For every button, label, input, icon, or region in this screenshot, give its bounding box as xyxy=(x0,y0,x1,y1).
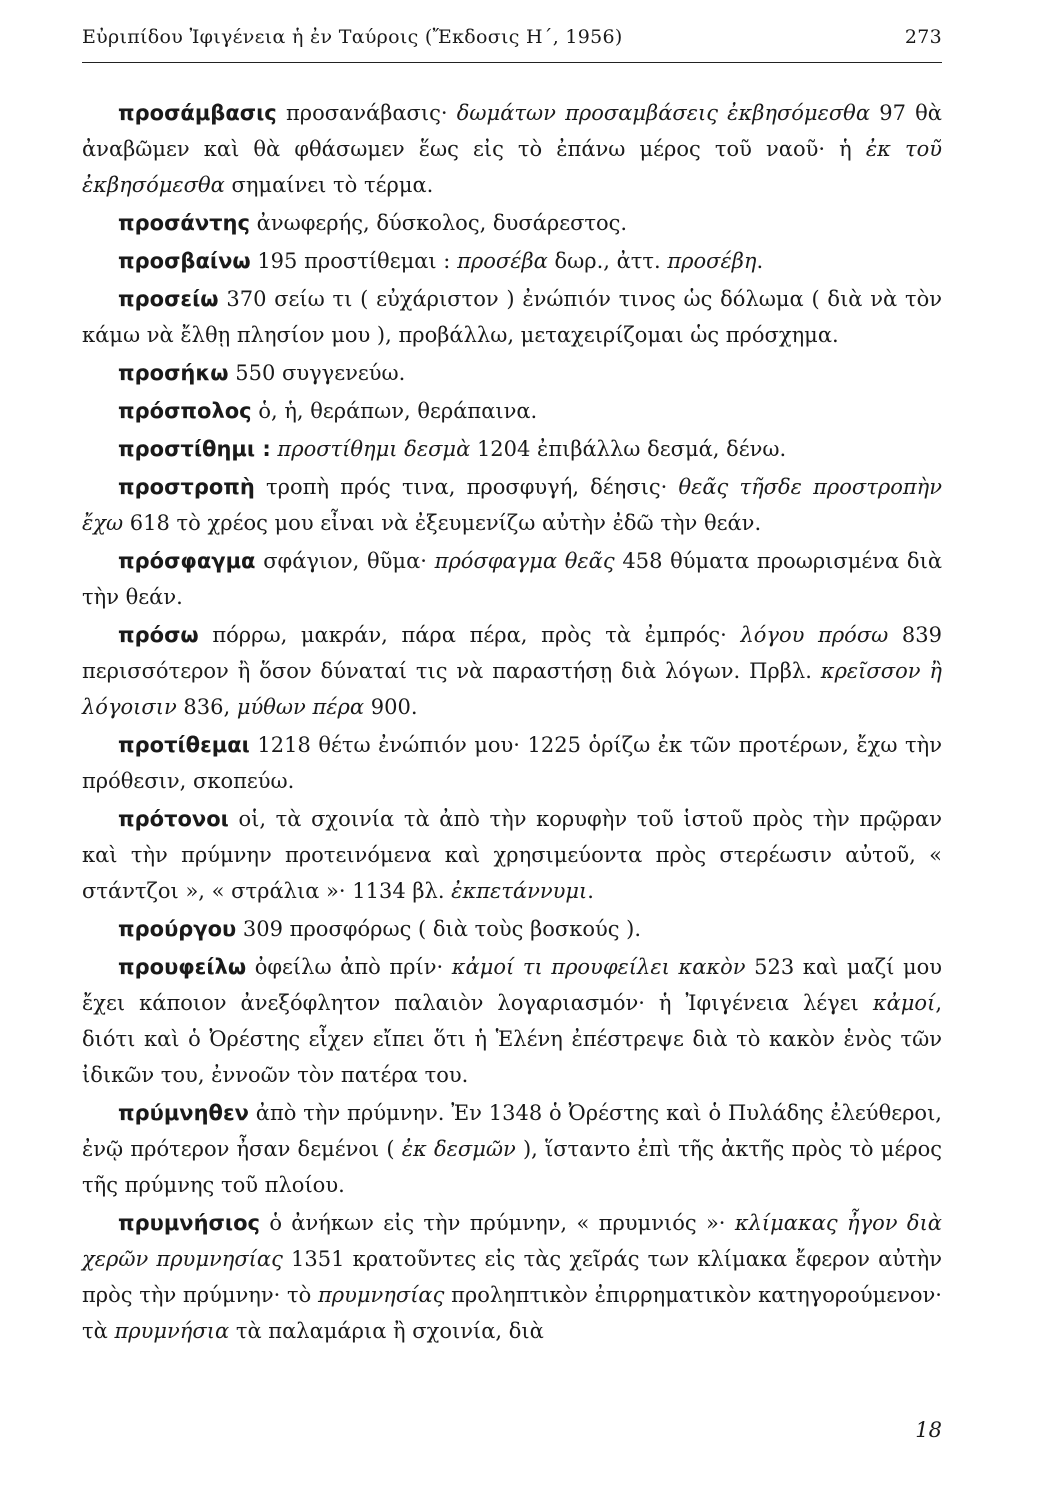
entry-quote: κἀμοί xyxy=(872,991,936,1015)
entry-lemma: πρυμνήσιος xyxy=(118,1211,260,1235)
entry-lemma: προσβαίνω xyxy=(118,249,251,273)
glossary-entry xyxy=(82,1095,942,1203)
entry-text: 550 συγγενεύω. xyxy=(235,361,406,385)
entry-text: , διότι καὶ ὁ Ὀρέστης εἶχεν εἴπει ὅτι ἡ Ἑλένη ἐπέστρεψε διὰ τὸ κακὸν ἑνὸς τῶν ἰδικῶν του, ἐννοῶν τὸν πατέρα του. xyxy=(82,991,942,1087)
entry-text: 618 τὸ χρέος μου εἶναι νὰ ἐξευμενίζω αὐτὴν ἐδῶ τὴν θεάν. xyxy=(123,511,762,535)
entry-quote: κἀμοί τι προυφείλει κακὸν xyxy=(451,955,746,979)
entry-text: ὀφείλω ἀπὸ πρίν· xyxy=(254,955,452,979)
entry-lemma: προσάντης xyxy=(118,211,250,235)
entry-quote: πρόσφαγμα θεᾶς xyxy=(434,549,615,573)
entry-text: . xyxy=(756,249,764,273)
glossary-entry xyxy=(82,95,942,203)
entry-text: 195 προστίθεμαι : xyxy=(257,249,458,273)
entry-quote: προσέβα xyxy=(457,249,548,273)
entry-quote: προσέβη xyxy=(667,249,757,273)
entry-quote: μύθων πέρα xyxy=(236,695,365,719)
glossary-entry xyxy=(82,469,942,541)
entry-text: σφάγιον, θῦμα· xyxy=(263,549,435,573)
entry-text: σημαίνει τὸ τέρμα. xyxy=(224,173,434,197)
entry-text: 900. xyxy=(364,695,418,719)
entry-lemma: προύργου xyxy=(118,917,237,941)
entry-lemma: πρόσπολος xyxy=(118,399,252,423)
entry-text: προληπτικὸν ἐπιρρηματικὸν κατηγορούμενον· τὰ xyxy=(82,1283,942,1343)
entry-text: 839 περισσότερον ἢ ὅσον δύναταί τις νὰ παραστήσῃ διὰ λόγων. Πρβλ. xyxy=(82,623,942,683)
entry-quote: ἐκ δεσμῶν xyxy=(401,1137,516,1161)
entry-quote: πρυμνησίας xyxy=(317,1283,445,1307)
running-title: Εὐριπίδου Ἰφιγένεια ἡ ἐν Ταύροις (Ἔκδοσις Η΄, 1956) xyxy=(82,26,623,48)
entry-quote: κλίμακας ἦγον διὰ χερῶν πρυμνησίας xyxy=(82,1211,942,1271)
entry-quote: κρεῖσσον ἢ λόγοισιν xyxy=(82,659,942,719)
entry-text: 458 θύματα προωρισμένα διὰ τὴν θεάν. xyxy=(82,549,942,609)
glossary-entry xyxy=(82,543,942,615)
glossary-entry xyxy=(82,1205,942,1349)
entry-lemma: πρόσφαγμα xyxy=(118,549,256,573)
running-head xyxy=(82,26,942,48)
header-rule xyxy=(82,62,942,63)
entry-lemma: πρόσω xyxy=(118,623,199,647)
glossary-entry xyxy=(82,801,942,909)
glossary-entry xyxy=(82,281,942,353)
entry-text: οἱ, τὰ σχοινία τὰ ἀπὸ τὴν κορυφὴν τοῦ ἱστοῦ πρὸς τὴν πρῷραν καὶ τὴν πρύμνην προτεινόμενα καὶ χρησιμεύοντα πρὸς στερέωσιν αὐτοῦ, « στάντζοι », « στράλια »· 1134 βλ. xyxy=(82,807,942,903)
glossary-entry xyxy=(82,205,942,241)
entry-text: 370 σείω τι ( εὐχάριστον ) ἐνώπιόν τινος ὡς δόλωμα ( διὰ νὰ τὸν κάμω νὰ ἔλθῃ πλησίον μου ), προβάλλω, μεταχειρίζομαι ὡς πρόσχημα. xyxy=(82,287,942,347)
entry-text: 309 προσφόρως ( διὰ τοὺς βοσκούς ). xyxy=(242,917,642,941)
entry-text: 1351 κρατοῦντες εἰς τὰς χεῖράς των κλίμακα ἔφερον αὐτὴν πρὸς τὴν πρύμνην· τὸ xyxy=(82,1247,943,1307)
entry-lemma: πρύμνηθεν xyxy=(118,1101,249,1125)
entry-lemma: πρότονοι xyxy=(118,807,229,831)
glossary-body xyxy=(82,95,942,1351)
entry-lemma: προσάμβασις xyxy=(118,101,277,125)
entry-lemma: προυφείλω xyxy=(118,955,247,979)
glossary-entry xyxy=(82,243,942,279)
entry-quote: δωμάτων προσαμβάσεις ἐκβησόμεσθα xyxy=(456,101,871,125)
glossary-entry xyxy=(82,727,942,799)
entry-text: 1204 ἐπιβάλλω δεσμά, δένω. xyxy=(470,437,787,461)
entry-quote: ἐκ τοῦ ἐκβησόμεσθα xyxy=(82,137,942,197)
entry-text: 836, xyxy=(176,695,237,719)
entry-text: . xyxy=(587,879,594,903)
entry-quote: προστίθημι δεσμὰ xyxy=(277,437,471,461)
entry-quote: θεᾶς τῆσδε προστροπὴν ἔχω xyxy=(82,475,942,535)
glossary-entry xyxy=(82,617,942,725)
entry-lemma: προστίθημι : xyxy=(118,437,271,461)
entry-text: 523 καὶ μαζί μου ἔχει κάποιον ἀνεξόφλητον παλαιὸν λογαριασμόν· ἡ Ἰφιγένεια λέγει xyxy=(82,955,943,1015)
entry-text: ), ἵσταντο ἐπὶ τῆς ἀκτῆς πρὸς τὸ μέρος τῆς πρύμνης τοῦ πλοίου. xyxy=(82,1137,942,1197)
entry-quote: λόγου πρόσω xyxy=(740,623,889,647)
entry-text: προσανάβασις· xyxy=(285,101,457,125)
page-number: 273 xyxy=(904,26,942,48)
glossary-entry xyxy=(82,355,942,391)
glossary-entry xyxy=(82,393,942,429)
glossary-entry xyxy=(82,431,942,467)
entry-text: 1218 θέτω ἐνώπιόν μου· 1225 ὁρίζω ἐκ τῶν προτέρων, ἔχω τὴν πρόθεσιν, σκοπεύω. xyxy=(82,733,942,793)
entry-lemma: προσήκω xyxy=(118,361,229,385)
entry-text: ὁ ἀνήκων εἰς τὴν πρύμνην, « πρυμνιός »· xyxy=(269,1211,735,1235)
entry-text: 97 θὰ ἀναβῶμεν καὶ θὰ φθάσωμεν ἕως εἰς τὸ ἐπάνω μέρος τοῦ ναοῦ· ἡ xyxy=(82,101,942,161)
entry-quote: πρυμνήσια xyxy=(114,1319,230,1343)
entry-lemma: προτίθεμαι xyxy=(118,733,250,757)
entry-text: τὰ παλαμάρια ἢ σχοινία, διὰ xyxy=(229,1319,544,1343)
entry-lemma: προστροπὴ xyxy=(118,475,255,499)
glossary-entry xyxy=(82,949,942,1093)
entry-text: ὁ, ἡ, θεράπων, θεράπαινα. xyxy=(258,399,538,423)
signature-mark: 18 xyxy=(915,1418,942,1442)
entry-text: ἀπὸ τὴν πρύμνην. Ἐν 1348 ὁ Ὀρέστης καὶ ὁ Πυλάδης ἐλεύθεροι, ἐνῷ πρότερον ἦσαν δεμένοι ( xyxy=(82,1101,942,1161)
entry-text: δωρ., ἀττ. xyxy=(547,249,668,273)
entry-text: ἀνωφερής, δύσκολος, δυσάρεστος. xyxy=(256,211,628,235)
glossary-entry xyxy=(82,911,942,947)
entry-text: πόρρω, μακράν, πάρα πέρα, πρὸς τὰ ἐμπρός· xyxy=(212,623,741,647)
entry-text: τροπὴ πρός τινα, προσφυγή, δέησις· xyxy=(266,475,679,499)
entry-quote: ἐκπετάννυμι xyxy=(451,879,588,903)
entry-lemma: προσείω xyxy=(118,287,219,311)
